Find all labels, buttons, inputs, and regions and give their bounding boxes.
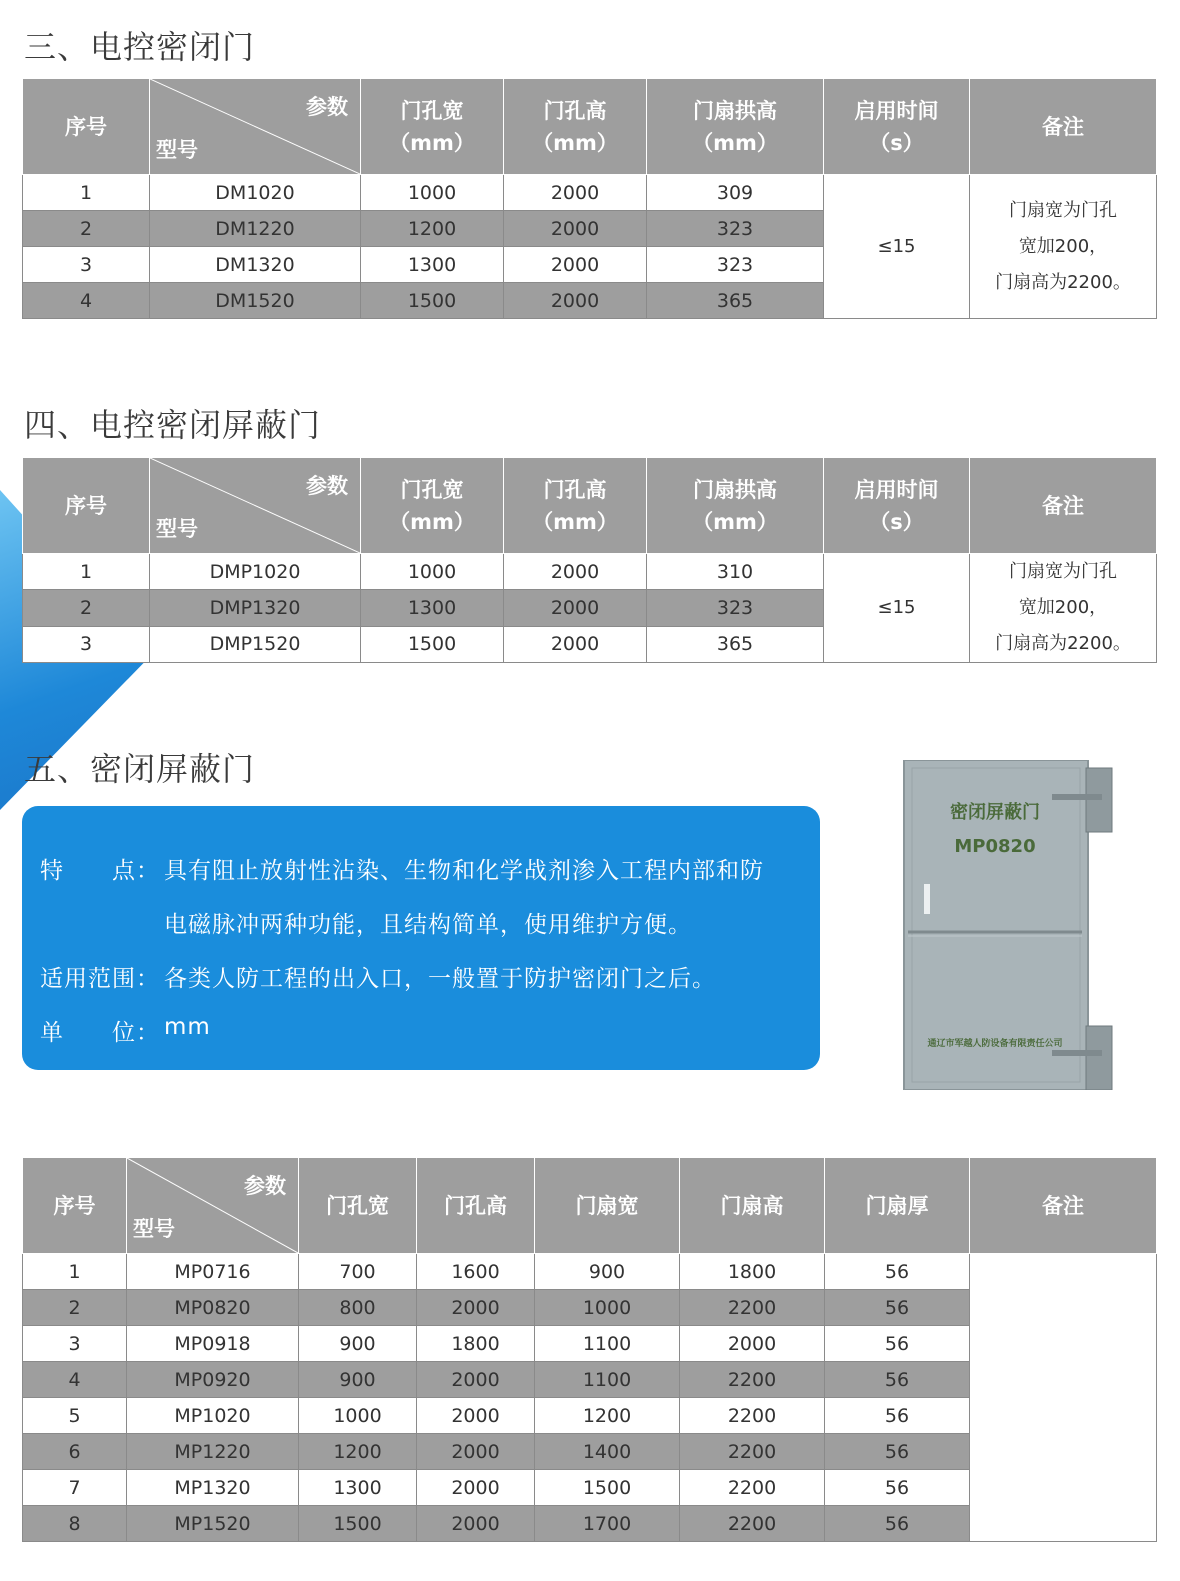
cell-model: MP1320: [127, 1470, 299, 1506]
header-remarks: 备注: [970, 1158, 1157, 1254]
cell-hole-height: 2000: [417, 1434, 535, 1470]
cell-arch: 323: [647, 211, 824, 247]
cell-thickness: 56: [825, 1434, 970, 1470]
cell-model: DM1520: [150, 283, 361, 319]
cell-no: 1: [23, 554, 150, 590]
cell-hole-height: 2000: [417, 1506, 535, 1542]
cell-open-time: ≤15: [824, 175, 970, 319]
feature-info-box: [22, 806, 820, 1070]
cell-leaf-height: 2200: [680, 1398, 825, 1434]
table-row: [23, 175, 1157, 211]
cell-no: 1: [23, 1254, 127, 1290]
cell-leaf-width: 1000: [535, 1290, 680, 1326]
cell-width: 1500: [361, 626, 504, 662]
cell-model: DMP1020: [150, 554, 361, 590]
header-leaf-width: 门扇宽: [535, 1158, 680, 1254]
cell-thickness: 56: [825, 1470, 970, 1506]
cell-arch: 323: [647, 590, 824, 626]
cell-leaf-width: 1500: [535, 1470, 680, 1506]
features-label: 特 点：: [40, 858, 160, 884]
cell-hole-width: 1500: [299, 1506, 417, 1542]
cell-model: MP0918: [127, 1326, 299, 1362]
cell-no: 2: [23, 211, 150, 247]
cell-hole-height: 2000: [417, 1362, 535, 1398]
door-maker: 通辽市军越人防设备有限责任公司: [927, 1039, 1063, 1049]
cell-hole-width: 900: [299, 1326, 417, 1362]
cell-open-time: ≤15: [824, 554, 970, 663]
cell-arch: 323: [647, 247, 824, 283]
cell-thickness: 56: [825, 1326, 970, 1362]
header-diagonal: [150, 458, 361, 554]
cell-width: 1000: [361, 175, 504, 211]
cell-no: 3: [23, 247, 150, 283]
header-diagonal: [150, 79, 361, 175]
cell-arch: 365: [647, 283, 824, 319]
cell-hole-height: 1600: [417, 1254, 535, 1290]
cell-height: 2000: [504, 590, 647, 626]
cell-no: 6: [23, 1434, 127, 1470]
cell-height: 2000: [504, 626, 647, 662]
cell-model: MP1520: [127, 1506, 299, 1542]
cell-no: 4: [23, 283, 150, 319]
section-4-title: 四、电控密闭屏蔽门: [24, 406, 322, 444]
table-row: [23, 554, 1157, 590]
cell-no: 5: [23, 1398, 127, 1434]
cell-height: 2000: [504, 175, 647, 211]
header-leaf-arch: 门扇拱高 （mm）: [647, 458, 824, 554]
cell-thickness: 56: [825, 1290, 970, 1326]
cell-no: 1: [23, 175, 150, 211]
cell-leaf-width: 1200: [535, 1398, 680, 1434]
cell-hole-height: 2000: [417, 1470, 535, 1506]
cell-no: 2: [23, 590, 150, 626]
cell-model: DM1320: [150, 247, 361, 283]
cell-hole-height: 1800: [417, 1326, 535, 1362]
cell-model: MP0920: [127, 1362, 299, 1398]
cell-no: 2: [23, 1290, 127, 1326]
header-remarks: 备注: [970, 79, 1157, 175]
unit-text: mm: [164, 1014, 211, 1040]
cell-no: 7: [23, 1470, 127, 1506]
cell-height: 2000: [504, 283, 647, 319]
header-leaf-height: 门扇高: [680, 1158, 825, 1254]
cell-leaf-height: 2000: [680, 1326, 825, 1362]
cell-leaf-width: 1100: [535, 1362, 680, 1398]
cell-no: 8: [23, 1506, 127, 1542]
cell-width: 1200: [361, 211, 504, 247]
cell-model: MP1020: [127, 1398, 299, 1434]
cell-hole-width: 800: [299, 1290, 417, 1326]
header-open-time: 启用时间 （s）: [824, 458, 970, 554]
header-remarks: 备注: [970, 458, 1157, 554]
header-params: 参数: [244, 1174, 286, 1198]
electric-shield-door-table: [22, 457, 1157, 663]
cell-hole-height: 2000: [417, 1290, 535, 1326]
scope-label: 适用范围：: [40, 966, 160, 992]
table-row: [23, 1254, 1157, 1290]
header-leaf-thickness: 门扇厚: [825, 1158, 970, 1254]
cell-hole-width: 900: [299, 1362, 417, 1398]
shield-door-spec-table: [22, 1157, 1157, 1542]
unit-label: 单 位：: [40, 1020, 160, 1046]
cell-hole-width: 700: [299, 1254, 417, 1290]
cell-width: 1300: [361, 590, 504, 626]
header-open-time: 启用时间 （s）: [824, 79, 970, 175]
cell-model: DMP1320: [150, 590, 361, 626]
cell-hole-height: 2000: [417, 1398, 535, 1434]
cell-thickness: 56: [825, 1362, 970, 1398]
cell-leaf-width: 1700: [535, 1506, 680, 1542]
cell-width: 1300: [361, 247, 504, 283]
cell-arch: 365: [647, 626, 824, 662]
header-hole-width: 门孔宽 （mm）: [361, 79, 504, 175]
door-label: 密闭屏蔽门: [950, 802, 1040, 823]
header-diagonal: [127, 1158, 299, 1254]
cell-leaf-height: 2200: [680, 1290, 825, 1326]
cell-remarks: [970, 1254, 1157, 1542]
header-hole-height: 门孔高 （mm）: [504, 79, 647, 175]
shield-door-image: [902, 760, 1114, 1090]
cell-leaf-height: 2200: [680, 1434, 825, 1470]
cell-no: 3: [23, 1326, 127, 1362]
cell-leaf-height: 2200: [680, 1362, 825, 1398]
scope-text: 各类人防工程的出入口，一般置于防护密闭门之后。: [164, 966, 716, 992]
cell-leaf-width: 1100: [535, 1326, 680, 1362]
header-hole-width: 门孔宽 （mm）: [361, 458, 504, 554]
cell-height: 2000: [504, 247, 647, 283]
header-params: 参数: [306, 95, 348, 119]
cell-model: MP0716: [127, 1254, 299, 1290]
features-text-1: 具有阻止放射性沾染、生物和化学战剂渗入工程内部和防: [164, 858, 764, 884]
cell-hole-width: 1200: [299, 1434, 417, 1470]
section-3-title: 三、电控密闭门: [24, 28, 256, 66]
cell-height: 2000: [504, 211, 647, 247]
door-model: MP0820: [954, 836, 1036, 857]
section-5-title: 五、密闭屏蔽门: [24, 750, 256, 788]
cell-leaf-height: 1800: [680, 1254, 825, 1290]
features-text-2: 电磁脉冲两种功能，且结构简单，使用维护方便。: [164, 912, 692, 938]
cell-thickness: 56: [825, 1506, 970, 1542]
cell-model: DM1220: [150, 211, 361, 247]
electric-blast-door-table: [22, 78, 1157, 319]
cell-remarks: 门扇宽为门孔 宽加200， 门扇高为2200。: [970, 175, 1157, 319]
cell-hole-width: 1300: [299, 1470, 417, 1506]
cell-leaf-width: 1400: [535, 1434, 680, 1470]
cell-model: MP0820: [127, 1290, 299, 1326]
header-serial: 序号: [23, 1158, 127, 1254]
cell-arch: 310: [647, 554, 824, 590]
cell-thickness: 56: [825, 1398, 970, 1434]
header-hole-width: 门孔宽: [299, 1158, 417, 1254]
header-hole-height: 门孔高: [417, 1158, 535, 1254]
cell-height: 2000: [504, 554, 647, 590]
cell-no: 4: [23, 1362, 127, 1398]
header-leaf-arch: 门扇拱高 （mm）: [647, 79, 824, 175]
cell-no: 3: [23, 626, 150, 662]
header-model: 型号: [133, 1217, 175, 1241]
cell-model: DM1020: [150, 175, 361, 211]
header-params: 参数: [306, 474, 348, 498]
cell-width: 1000: [361, 554, 504, 590]
header-serial: 序号: [23, 79, 150, 175]
cell-arch: 309: [647, 175, 824, 211]
cell-model: DMP1520: [150, 626, 361, 662]
header-serial: 序号: [23, 458, 150, 554]
header-model: 型号: [156, 138, 198, 162]
cell-leaf-width: 900: [535, 1254, 680, 1290]
cell-thickness: 56: [825, 1254, 970, 1290]
cell-hole-width: 1000: [299, 1398, 417, 1434]
cell-leaf-height: 2200: [680, 1470, 825, 1506]
cell-model: MP1220: [127, 1434, 299, 1470]
cell-leaf-height: 2200: [680, 1506, 825, 1542]
header-model: 型号: [156, 517, 198, 541]
header-hole-height: 门孔高 （mm）: [504, 458, 647, 554]
cell-width: 1500: [361, 283, 504, 319]
cell-remarks: 门扇宽为门孔 宽加200， 门扇高为2200。: [970, 554, 1157, 663]
